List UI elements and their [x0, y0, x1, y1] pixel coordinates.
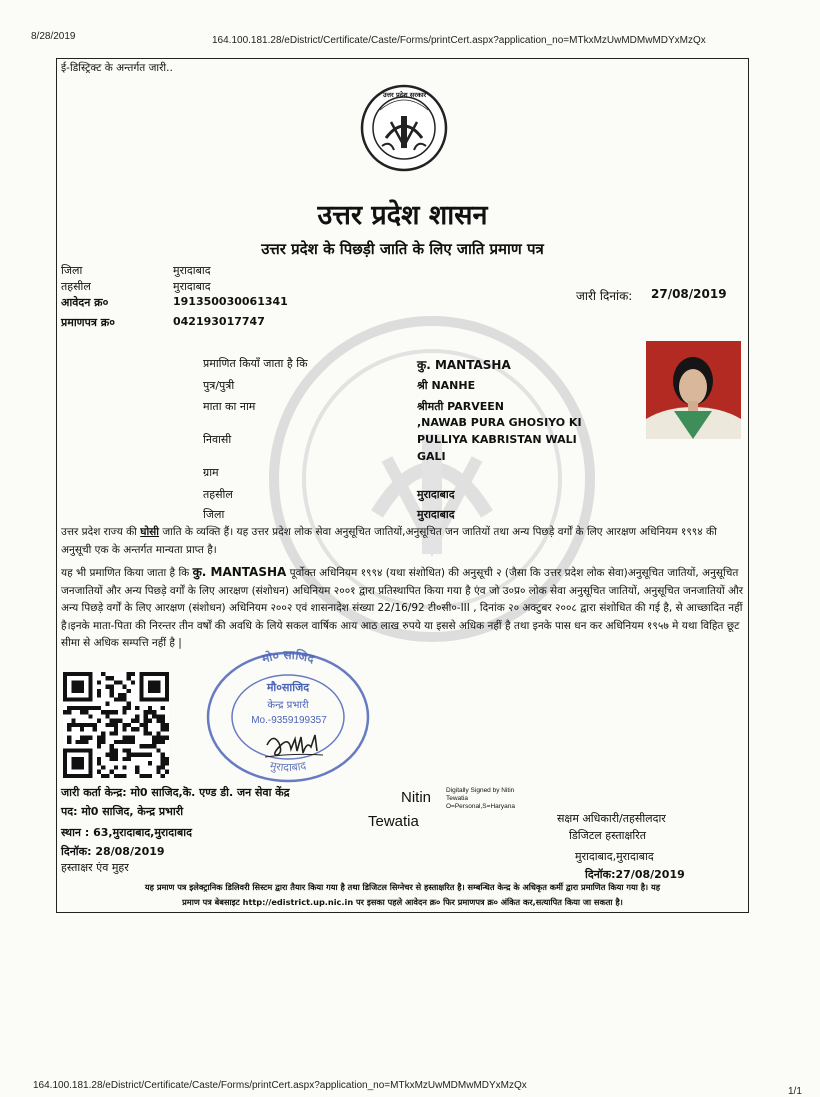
meta-application-value: 191350030061341 — [173, 295, 288, 308]
detail-address-line-3: GALI — [417, 450, 446, 463]
meta-application-label: आवेदन क्र० — [61, 296, 109, 309]
authority-place: मुरादाबाद,मुरादाबाद — [575, 850, 654, 863]
meta-tehsil-label: तहसील — [61, 280, 91, 293]
issuer-date: दिनॉक: 28/08/2019 — [61, 845, 165, 858]
stamp-bottom-arc: मुरादाबाद — [268, 758, 308, 775]
meta-district-label: जिला — [61, 264, 83, 277]
meta-certificate-value: 042193017747 — [173, 315, 265, 328]
detail-mother-value: श्रीमती PARVEEN — [417, 400, 504, 413]
detail-district-label: जिला — [203, 508, 225, 521]
footer-note-2: प्रमाण पत्र बेबसाइट http://edistrict.up.nic.in पर इसका पहले आवेदन क्र० फिर प्रमाणपत्र क्र० अंकित कर,सत्यापित किया जा सकता है। — [182, 897, 623, 907]
footer-print-url: 164.100.181.28/eDistrict/Certificate/Caste/Forms/printCert.aspx?application_no=MTkxMzUwMDMwMDYxMzQx — [33, 1080, 527, 1091]
qr-code — [63, 672, 169, 778]
paragraph2-before: यह भी प्रमाणित किया जाता है कि — [61, 567, 193, 579]
stamp-phone: Mo.-9359199357 — [251, 715, 327, 726]
digital-sign-note-3: O=Personal,S=Haryana — [446, 803, 516, 810]
authority-title: सक्षम अधिकारी/तहसीलदार — [557, 812, 666, 825]
paragraph2-name: कु. MANTASHA — [192, 565, 287, 579]
digital-sign-note-2: Tewatia — [446, 795, 469, 802]
digital-signer-last: Tewatia — [368, 813, 419, 830]
svg-text:मो० साजिद — [259, 648, 316, 666]
caste-paragraph — [61, 524, 745, 559]
paragraph1-before: उत्तर प्रदेश राज्य की — [61, 526, 141, 538]
meta-certificate-label: प्रमाणपत्र क्र० — [61, 316, 115, 329]
digital-sign-note-1: Digitally Signed by Nitin — [446, 787, 515, 794]
certificate-frame — [56, 58, 749, 913]
authority-digital: डिजिटल हस्ताक्षरित — [569, 829, 646, 842]
paragraph2-after: पूर्वोक्त अधिनियम १९९४ (यथा संशोधित) की अनुसूची २ (जैसा कि उत्तर प्रदेश लोक सेवा)अनुसूचित जातियों, अनुसूचित जनजातियों और अन्य पिछड़े वर्गों के लिए आरक्षण (संशोधन) अधिनियम २००१ द्वारा प्रतिस्थापित किया गया है एंव जो उ०प्र० लोक सेवा अनुसूचित जातियों, अनुसूचित जनजातियों और अन्य पिछड़े वर्गों के लिए आरक्षण (संशोधन) अधिनियम २००२ एवं शासनादेश संख्या 22/16/92 टी०सी०-III , दिनांक २० अक्टुबर २००८ द्वारा संशोधित की गई है, से आच्छादित नहीं है।इनके माता-पिता की निरन्तर तीन वर्षों की अवधि के लिये सकल वार्षिक आय आठ लाख रुपये या इससे अधिक नहीं है तथा इनके पास धन कर अधिनियम १९५७ मे यथा विहित छूट सीमा से अधिक सम्पत्ति नहीं है | — [61, 567, 744, 649]
detail-resident-label: निवासी — [203, 433, 232, 446]
paragraph1-after: जाति के व्यक्ति हैं। यह उत्तर प्रदेश लोक सेवा अनुसूचित जातियों,अनुसूचित जन जातियों तथा अन्य पिछड़े वर्गों के लिए आरक्षण अधिनियम १९९४ की अनुसूची एक के अन्तर्गत मान्यता प्राप्त है। — [61, 526, 717, 556]
stamp-top-arc: मो० साजिद — [260, 647, 316, 667]
stamp-line-2: केन्द्र प्रभारी — [267, 700, 309, 711]
detail-tehsil-label: तहसील — [203, 488, 233, 501]
detail-address-line-2: PULLIYA KABRISTAN WALI — [417, 433, 577, 446]
issuer-designation: पद: मो0 साजिद, केन्द्र प्रभारी — [61, 805, 184, 818]
detail-tehsil-value: मुरादाबाद — [417, 488, 455, 501]
authority-date: दिनॉक:27/08/2019 — [585, 868, 685, 881]
issuer-sign-seal: हस्ताक्षर एंव मुहर — [61, 861, 129, 874]
meta-tehsil-value: मुरादाबाद — [173, 280, 211, 293]
issuer-center: जारी कर्ता केन्द्र: मो0 साजिद,कॆ. एण्ड डी. जन सेवा केंद्र — [61, 786, 290, 799]
detail-village-label: ग्राम — [203, 466, 219, 479]
detail-district-value: मुरादाबाद — [417, 508, 455, 521]
applicant-photo — [646, 341, 741, 439]
certificate-subtitle: उत्तर प्रदेश के पिछड़ी जाति के लिए जाति प्रमाण पत्र — [261, 240, 544, 258]
detail-address-line-1: ,NAWAB PURA GHOSIYO KI — [417, 416, 582, 429]
stamp-line-1: मौ०साजिद — [266, 681, 310, 694]
issuer-place: स्थान : 63,मुरादाबाद,मुरादाबाद — [61, 826, 192, 839]
print-url: 164.100.181.28/eDistrict/Certificate/Caste/Forms/printCert.aspx?application_no=MTkxMzUwMDMwMDYxMzQx — [212, 35, 706, 46]
print-date: 8/28/2019 — [31, 31, 76, 42]
digital-signer-first: Nitin — [401, 789, 432, 806]
detail-father-value: श्री NANHE — [417, 379, 476, 392]
caste-name: घोसी — [140, 526, 159, 538]
issue-date-value: 27/08/2019 — [651, 287, 727, 301]
footer-note-1: यह प्रमाण पत्र इलेक्ट्रानिक डिलिवरी सिस्टम द्वारा तैयार किया गया है तथा डिजिटल सिग्नेचर से हस्ताक्षरित है। सम्बन्धित केन्द्र के अधिकृत कर्मी द्वारा प्रमाणित किया गया है। यह — [144, 882, 661, 892]
emblem-text: उत्तर प्रदेश सरकार — [383, 91, 427, 99]
detail-name-value: कु. MANTASHA — [417, 358, 511, 372]
certificate-title: उत्तर प्रदेश शासन — [317, 200, 488, 231]
detail-parent-label: पुत्र/पुत्री — [203, 379, 235, 392]
handwritten-signature — [263, 731, 325, 761]
edistrict-note: ई-डिस्ट्रिक्ट के अन्तर्गत जारी.. — [61, 62, 173, 74]
page-count: 1/1 — [788, 1086, 802, 1097]
issue-date-label: जारी दिनांक: — [576, 289, 633, 303]
detail-mother-label: माता का नाम — [203, 400, 256, 413]
svg-text:मुरादाबाद — [269, 759, 308, 774]
meta-district-value: मुरादाबाद — [173, 264, 211, 277]
detail-certify-label: प्रमाणित कियाँ जाता है कि — [203, 357, 308, 370]
certification-paragraph — [61, 564, 745, 653]
